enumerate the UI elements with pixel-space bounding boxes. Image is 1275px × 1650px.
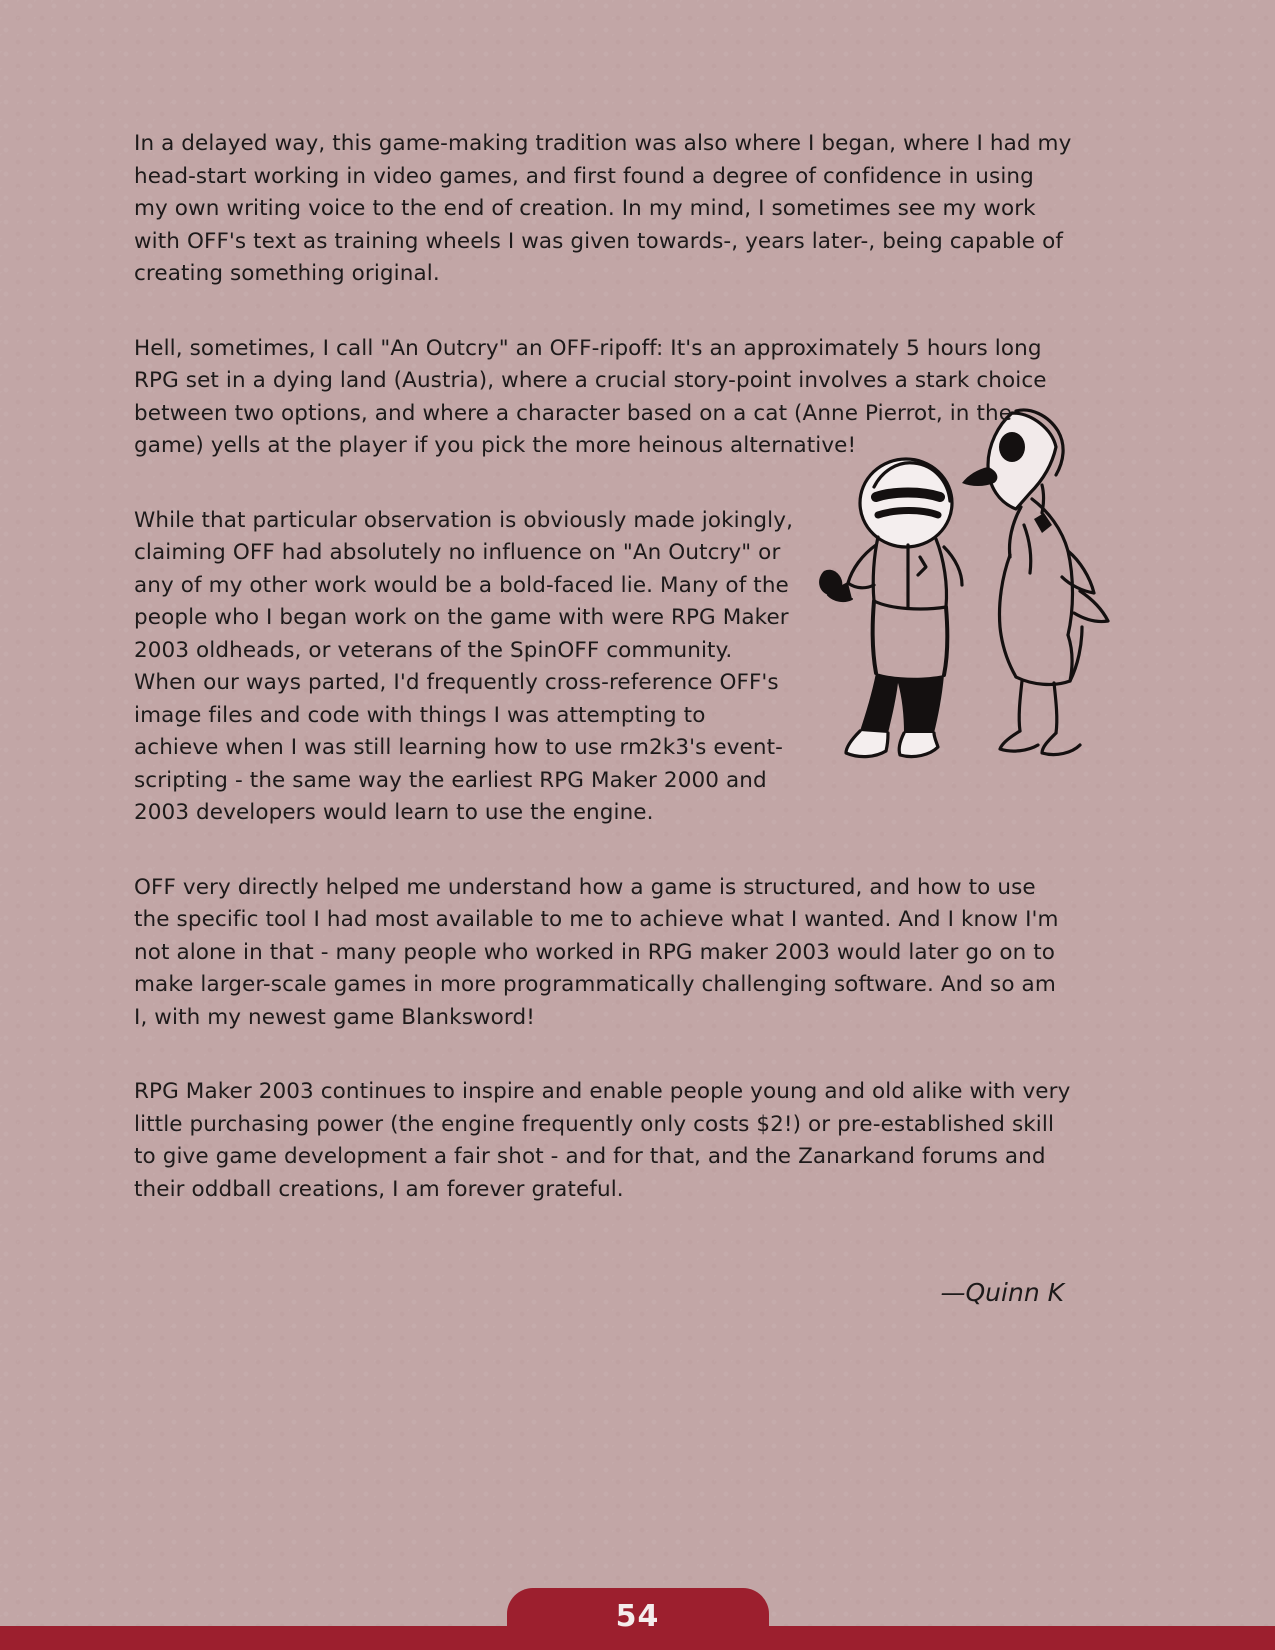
ink-drawing-batter-and-bird-figure [816,395,1116,785]
paragraph-1: In a delayed way, this game-making tradition was also where I began, where I had my head-start working in video games, and first found a degree of confidence in using my own writing voice to the end of creation. In my mind, I sometimes see my work with OFF's text as training wheels I was given towards-, years later-, being capable of creating something original. [134,131,1072,286]
page-number-tab [507,1588,769,1650]
article-body [134,128,1074,1307]
page-number: 54 [615,1598,660,1634]
paragraph-3: While that particular observation is obviously made jokingly, claiming OFF had absolutely no influence on "An Outcry" or any of my other work would be a bold-faced lie. Many of the people who I began work on the game with were RPG Maker 2003 oldheads, or veterans of the SpinOFF community. When our ways parted, I'd frequently cross-reference OFF's image files and code with things I was attempting to achieve when I was still learning how to use rm2k3's event-scripting - the same way the earliest RPG Maker 2000 and 2003 developers would learn to use the engine. [134,507,794,825]
paragraph-5: RPG Maker 2003 continues to inspire and enable people young and old alike with very little purchasing power (the engine frequently only costs $2!) or pre-established skill to give game development a fair shot - and for that, and the Zanarkand forums and their oddball creations, I am forever grateful. [134,1079,1071,1202]
author-signature: —Quinn K [940,1278,1064,1307]
paragraph-4: OFF very directly helped me understand how a game is structured, and how to use the specific tool I had most available to me to achieve what I wanted. And I know I'm not alone in that - many people who worked in RPG maker 2003 would later go on to make larger-scale games in more programmatically challenging software. And so am I, with my newest game Blanksword! [134,874,1059,1030]
paragraph-2: Hell, sometimes, I call "An Outcry" an OFF-ripoff: It's an approximately 5 hours long RPG set in a dying land (Austria), where a crucial story-point involves a stark choice between two options, and where a character based on a cat (Anne Pierrot, in the game) yells at the player if you pick the more heinous alternative! [134,335,1047,458]
